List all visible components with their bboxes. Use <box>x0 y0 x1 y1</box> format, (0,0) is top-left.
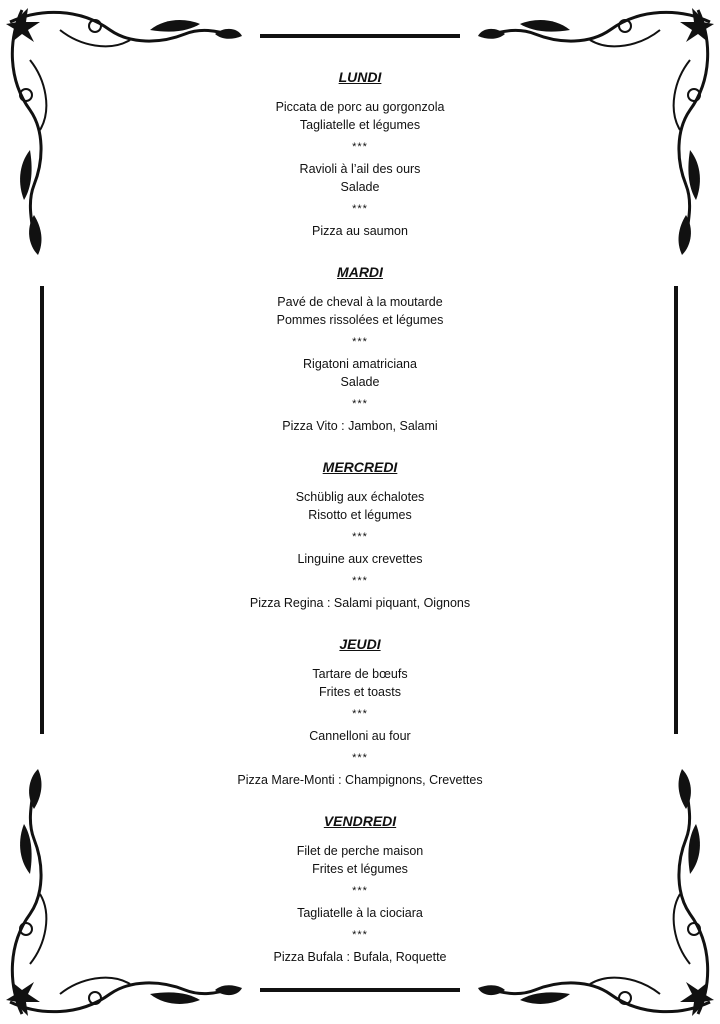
dish-line: Pizza Regina : Salami piquant, Oignons <box>249 596 471 610</box>
day-title: MERCREDI <box>322 459 398 475</box>
dish-separator: *** <box>352 336 368 348</box>
dish-line: Pizza Bufala : Bufala, Roquette <box>273 950 447 964</box>
dish-line: Tagliatelle et légumes <box>299 118 421 132</box>
dish-line: Risotto et légumes <box>308 508 412 522</box>
dish-line: Rigatoni amatriciana <box>303 357 417 371</box>
day-title: JEUDI <box>339 636 381 652</box>
day-section-mercredi <box>0 458 720 612</box>
dish-separator: *** <box>352 708 368 720</box>
dish-separator: *** <box>352 752 368 764</box>
dish-line: Pizza Vito : Jambon, Salami <box>282 419 438 433</box>
dish-line: Salade <box>340 180 380 194</box>
dish-line: Piccata de porc au gorgonzola <box>275 100 445 114</box>
day-section-mardi <box>0 263 720 435</box>
dish-line: Linguine aux crevettes <box>297 552 423 566</box>
dish-separator: *** <box>352 929 368 941</box>
dish-line: Schüblig aux échalotes <box>295 490 425 504</box>
dish-line: Pavé de cheval à la moutarde <box>277 295 443 309</box>
day-title: LUNDI <box>338 69 382 85</box>
dish-separator: *** <box>352 203 368 215</box>
dish-separator: *** <box>352 141 368 153</box>
day-section-vendredi <box>0 812 720 966</box>
dish-line: Frites et légumes <box>312 862 408 876</box>
dish-line: Pizza Mare-Monti : Champignons, Crevettes <box>237 773 483 787</box>
dish-separator: *** <box>352 575 368 587</box>
dish-line: Pizza au saumon <box>312 224 408 238</box>
day-title: VENDREDI <box>323 813 397 829</box>
dish-line: Pommes rissolées et légumes <box>276 313 444 327</box>
dish-line: Filet de perche maison <box>296 844 424 858</box>
dish-line: Cannelloni au four <box>309 729 411 743</box>
dish-line: Salade <box>340 375 380 389</box>
dish-separator: *** <box>352 885 368 897</box>
dish-line: Tagliatelle à la ciociara <box>297 906 423 920</box>
dish-line: Ravioli à l’ail des ours <box>299 162 421 176</box>
day-title: MARDI <box>337 264 383 280</box>
dish-line: Frites et toasts <box>319 685 401 699</box>
day-section-jeudi <box>0 635 720 789</box>
day-section-lundi <box>0 68 720 240</box>
dish-separator: *** <box>352 531 368 543</box>
dish-separator: *** <box>352 398 368 410</box>
dish-line: Tartare de bœufs <box>312 667 408 681</box>
